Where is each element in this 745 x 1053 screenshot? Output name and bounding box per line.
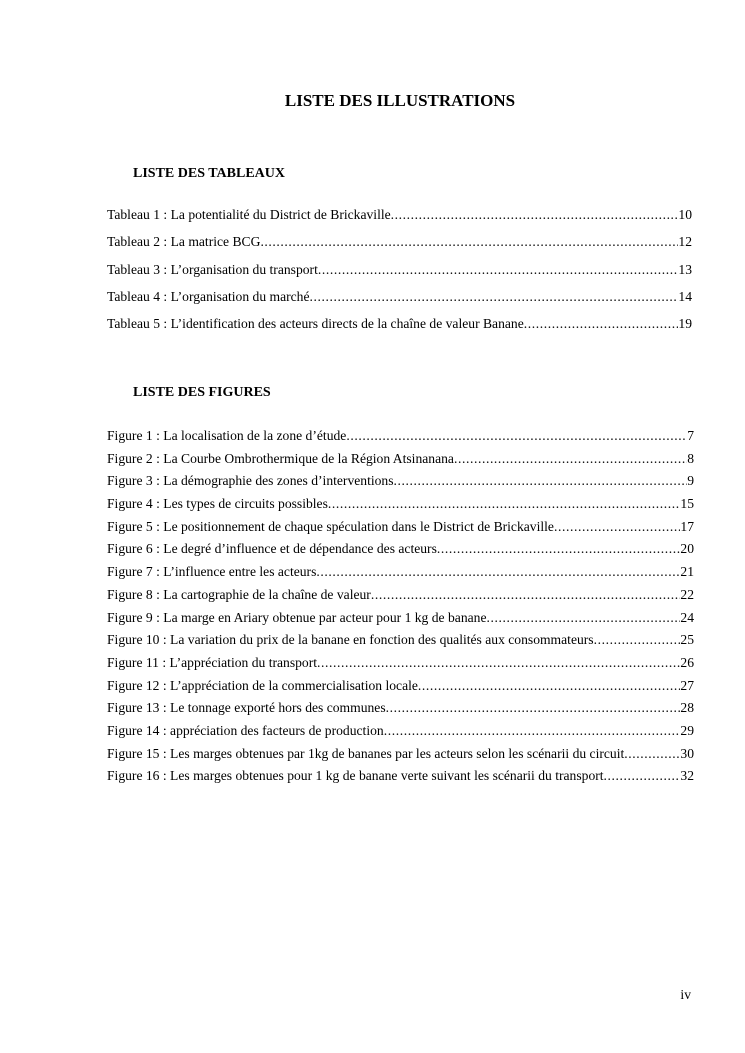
toc-entry-tableau-5[interactable]	[107, 316, 692, 343]
toc-entry-label: Tableau 3 : L’organisation du transport	[107, 261, 318, 277]
dot-leader	[624, 746, 680, 762]
dot-leader	[604, 768, 681, 784]
toc-entry-page: 7	[687, 428, 694, 443]
toc-entry-label: Figure 9 : La marge en Ariary obtenue par acteur pour 1 kg de banane	[107, 609, 487, 625]
dot-leader	[317, 655, 680, 671]
toc-entry-label: Tableau 5 : L’identification des acteurs directs de la chaîne de valeur Banane	[107, 316, 524, 332]
toc-entry-label: Figure 15 : Les marges obtenues par 1kg de bananes par les acteurs selon les scénarii du circuit	[107, 745, 625, 761]
toc-entry-figure-13[interactable]	[107, 700, 694, 723]
dot-leader	[318, 262, 679, 278]
toc-entry-figure-16[interactable]	[107, 768, 694, 791]
toc-entry-page: 9	[687, 473, 694, 489]
toc-entry-figure-1[interactable]	[107, 428, 694, 451]
toc-entry-label: Figure 6 : Le degré d’influence et de dépendance des acteurs	[107, 541, 437, 557]
dot-leader	[328, 496, 681, 512]
toc-entry-label: Figure 8 : La cartographie de la chaîne de valeur	[107, 586, 371, 602]
dot-leader	[371, 587, 681, 603]
dot-leader	[418, 678, 680, 694]
toc-entry-page: 30	[680, 745, 694, 761]
toc-entry-label: Figure 3 : La démographie des zones d’interventions	[107, 473, 394, 489]
figures-heading: LISTE DES FIGURES	[133, 385, 271, 400]
toc-entry-page: 26	[680, 654, 694, 670]
toc-entry-label: Figure 12 : L’appréciation de la commercialisation locale	[107, 677, 418, 693]
toc-entry-tableau-1[interactable]	[107, 207, 692, 234]
toc-entry-label: Figure 13 : Le tonnage exporté hors des communes	[107, 700, 386, 716]
toc-entry-figure-15[interactable]	[107, 746, 694, 769]
toc-entry-page: 24	[680, 609, 694, 625]
toc-entry-page: 28	[680, 700, 694, 716]
toc-entry-figure-8[interactable]	[107, 587, 694, 610]
toc-entry-page: 14	[678, 288, 692, 304]
toc-entry-page: 32	[680, 768, 694, 784]
toc-entry-label: Figure 7 : L’influence entre les acteurs	[107, 564, 317, 580]
dot-leader	[316, 564, 680, 580]
dot-leader	[394, 473, 688, 489]
dot-leader	[384, 723, 681, 739]
page-title: LISTE DES ILLUSTRATIONS	[284, 91, 516, 110]
dot-leader	[486, 610, 680, 626]
toc-entry-figure-7[interactable]	[107, 564, 694, 587]
dot-leader	[391, 207, 679, 223]
dot-leader	[437, 541, 681, 557]
toc-entry-figure-6[interactable]	[107, 541, 694, 564]
toc-entry-figure-3[interactable]	[107, 473, 694, 496]
toc-entry-figure-4[interactable]	[107, 496, 694, 519]
tables-list	[107, 207, 692, 343]
dot-leader	[594, 632, 681, 648]
toc-entry-page: 21	[680, 564, 694, 580]
toc-entry-page: 17	[680, 518, 694, 534]
page-number: iv	[680, 987, 691, 1002]
toc-entry-page: 27	[680, 677, 694, 693]
toc-entry-page: 25	[680, 632, 694, 648]
dot-leader	[554, 519, 680, 535]
toc-entry-tableau-3[interactable]	[107, 262, 692, 289]
toc-entry-tableau-2[interactable]	[107, 234, 692, 261]
dot-leader	[524, 316, 679, 332]
toc-entry-label: Figure 11 : L’appréciation du transport	[107, 654, 318, 670]
toc-entry-figure-5[interactable]	[107, 519, 694, 542]
toc-entry-label: Tableau 1 : La potentialité du District de Brickaville	[107, 207, 391, 222]
toc-entry-label: Figure 14 : appréciation des facteurs de production	[107, 722, 384, 738]
toc-entry-figure-10[interactable]	[107, 632, 694, 655]
toc-entry-page: 8	[687, 450, 694, 466]
toc-entry-figure-14[interactable]	[107, 723, 694, 746]
toc-entry-figure-12[interactable]	[107, 678, 694, 701]
dot-leader	[454, 451, 687, 467]
dot-leader	[346, 428, 687, 444]
toc-entry-page: 19	[678, 316, 692, 332]
toc-entry-figure-9[interactable]	[107, 610, 694, 633]
toc-entry-label: Figure 5 : Le positionnement de chaque spéculation dans le District de Brickaville	[107, 518, 554, 534]
toc-entry-label: Tableau 4 : L’organisation du marché	[107, 288, 310, 304]
toc-entry-page: 22	[680, 586, 694, 602]
toc-entry-page: 12	[678, 234, 692, 250]
dot-leader	[260, 234, 678, 250]
toc-entry-figure-2[interactable]	[107, 451, 694, 474]
toc-entry-label: Figure 1 : La localisation de la zone d’étude	[107, 428, 347, 443]
toc-entry-page: 29	[680, 722, 694, 738]
toc-entry-label: Figure 10 : La variation du prix de la banane en fonction des qualités aux consommateurs	[107, 632, 594, 648]
toc-entry-page: 20	[680, 541, 694, 557]
toc-entry-label: Tableau 2 : La matrice BCG	[107, 234, 261, 250]
toc-entry-page: 13	[678, 261, 692, 277]
figures-list	[107, 428, 694, 791]
toc-entry-figure-11[interactable]	[107, 655, 694, 678]
toc-entry-page: 15	[680, 496, 694, 512]
toc-entry-label: Figure 16 : Les marges obtenues pour 1 kg de banane verte suivant les scénarii du transport	[107, 768, 604, 784]
dot-leader	[310, 289, 679, 305]
toc-entry-label: Figure 2 : La Courbe Ombrothermique de la Région Atsinanana	[107, 450, 454, 466]
tables-heading: LISTE DES TABLEAUX	[133, 166, 285, 181]
dot-leader	[386, 700, 681, 716]
toc-entry-tableau-4[interactable]	[107, 289, 692, 316]
toc-entry-label: Figure 4 : Les types de circuits possibles	[107, 496, 328, 512]
toc-entry-page: 10	[678, 207, 692, 222]
